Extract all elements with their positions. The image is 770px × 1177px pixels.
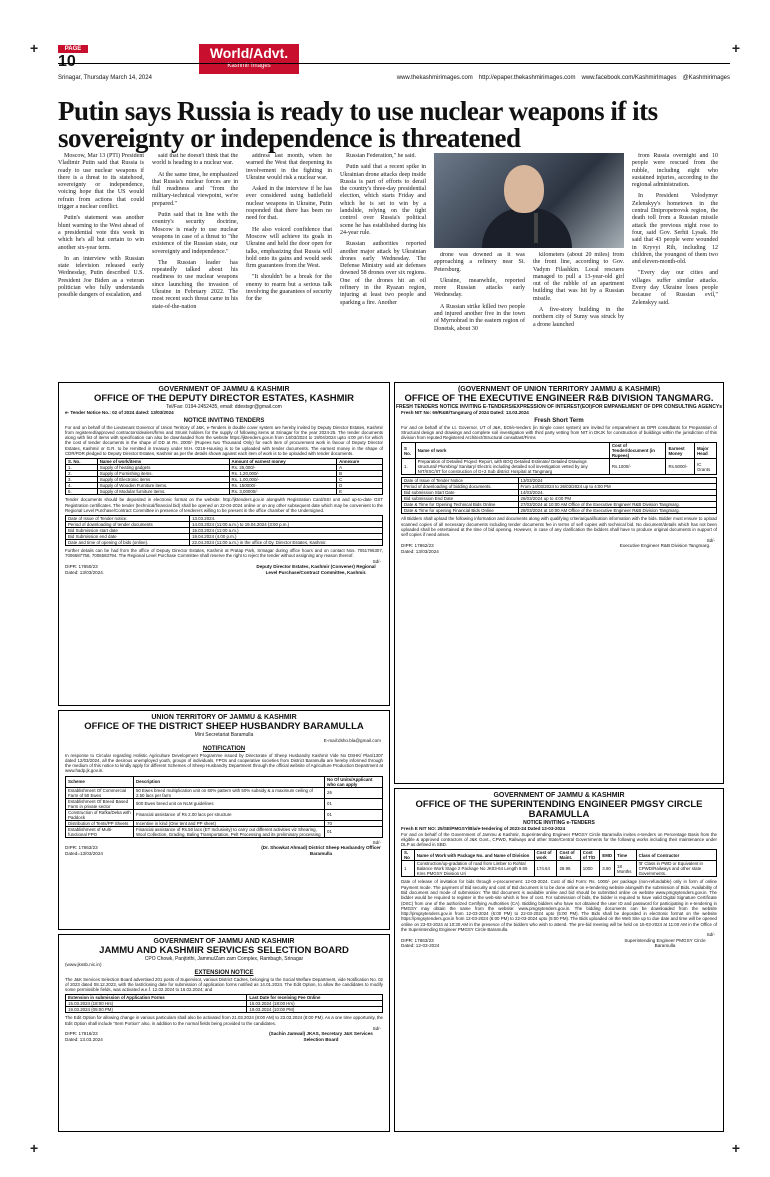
table-cell: 1000: [580, 861, 599, 877]
ad-body: For and on behalf of the Lt. Governor, UT of J&K, EOI/e-tenders (in Single cover system) are invited for empanelment as DPR consultants for Preparation of Structural design and drawings and complete soil investigation with third party vetting from NIT in DKJK for construction of buildings within the jurisdiction of this division from reputed Registered Architect/Structural consultant/Firms: [401, 424, 717, 441]
photo-microphone: [534, 213, 538, 243]
advert-sheep-husbandry: [58, 710, 390, 930]
signatory: Deputy Director Estates, Kashmir (Convener) Regional Level Purchase/Contract Committee, Kashmir.: [256, 564, 376, 575]
table-cell: 3.: [66, 477, 98, 483]
paragraph: Moscow, Mar 13 (PTI) President Vladimir Putin said that Russia is ready to use nuclear weapons if there is a threat to its statehood, sovereignty or independence, voicing hope that the US would refrain from actions that could trigger a nuclear conflict.: [58, 153, 144, 211]
facebook-link[interactable]: www.facebook.com/KashmirImages: [581, 75, 677, 81]
paragraph: address last month, when he warned the West that deepening its involvement in the fighting in Ukraine would risk a nuclear war.: [246, 153, 332, 181]
table-cell: E: [337, 489, 383, 495]
dates-table: [401, 477, 717, 514]
ad-body: For and on behalf of the Government of Jammu & Kashmir, Superintending Engineer PMGSY Circle Baramulla invites e-tenders on Percentage Basis from the eligible & approved contractors of J&K Govt., CPWD, Railways and other State/Central Governments for the following works including their maintenance under DLP as defined in SBD.: [401, 831, 717, 848]
ad-body: Date of release of invitation for bids through e-procurement: 12-03-2024. Cost of Bid Form: Rs. 1000/- per package (non-refundable) only in form of online Payment mode. The payment of Bid security and cost of Bid document is to be done online on e-tendering website alongwith the submission of Bids. Availability of Bid document and mode of submission: The Bid document is available online and bid should be submitted online on website www.pmgsytenders.gov.in. The bidder would be required to register in the web-site which is free of cost. For submission of bids, the bidder is required to have valid Digital Signature Certificate (DSC) from one of the authorized Certifying Authorities (CA). Bidding bidders who have not obtained the user ID and password for participating in e-tendering in PMGSY may obtain the same from the website: www.pmgsytenders.gov.in. The bidding documents can be downloaded from the website http://pmgsytenders.gov.in from 12-03-2024 (6:00 PM) to 22-03-2024 upto (5:00 PM). The Bids shall be deposited in electronic format on the website https://pmgsytenders.gov.in from 12-03-2024 (6:00 PM) to 22-03-2024 upto (5:00 PM). The Bids uploaded on the Web Site up to due date and time will be opened online on 23-03-2024 at 10:30 AM in the presence of the bidders who wish to attend. The pre-bid meeting will be held on 15-03-2024 at 11:00 AM in the Office of the Superintending Engineer PMGSY Circle Baramulla.: [401, 879, 717, 933]
social-links: [397, 75, 730, 81]
dipr-number: DIPR: 17863/23: [65, 845, 98, 851]
ad-body: The J&K Services Selection Board advertised 201 posts of Supervisor, various District Cadres, belonging to the Social Welfare Department, vide Notification No. 02 of 2023 dated 08.12.2023, with the last/closing date for submission of application forms notified as 14.01.2024. The Edit Option, to allow the candidates to modify some permissible fields, was activated w.e.f. 12.02.2024 to 16.02.2024; and: [65, 976, 383, 993]
ad-address: CPO Chowk, Panjtirthi, Jammu/Zam zam Complex, Rambagh, Srinagar: [144, 956, 304, 962]
story-column-7: [632, 153, 718, 373]
table-header: Extension in submission of Application Forms: [66, 995, 247, 1001]
registration-mark: +: [30, 40, 39, 56]
table-header: Name of work: [415, 443, 609, 459]
table-cell: Date & Time for Opening Technical Bids Online: [402, 502, 519, 508]
paragraph: At the same time, he emphasized that Russia's nuclear forces are in full readiness and "from the military-technical viewpoint, we're prepared.": [152, 171, 238, 207]
paragraph: Putin said that in line with the country's security doctrine, Moscow is ready to use nuclear weapons in case of a threat to "the existence of the Russian state, our sovereignty and independence.": [152, 212, 238, 255]
table-header: Annexure: [337, 459, 383, 465]
table-cell: 13.03.2024.: [190, 516, 383, 522]
signatory: Superintending Engineer PMGSY Circle Baramulla: [624, 937, 706, 949]
table-cell: 18 Months: [615, 861, 637, 877]
table-cell: 14.03.2024 (11:00 a.m.) to 19.04.2024 (3:00 p.m.): [190, 522, 383, 528]
ad-website: (www.jkssb.nic.in): [65, 962, 102, 967]
paragraph: A Russian strike killed two people and injured another five in the town of Myrnohrad in the eastern region of Donetsk, about 30: [434, 303, 525, 332]
table-header: Name of work/items: [97, 459, 229, 465]
table-cell: Establishment Of Breed Based Farm in private sector: [66, 798, 134, 809]
signatory: Executive Engineer R&B Division Tangmarg.: [619, 543, 711, 549]
twitter-link[interactable]: @Kashmirimages: [682, 75, 730, 81]
ad-government: (GOVERNMENT OF UNION TERRITORY JAMMU & KASHMIR): [457, 386, 661, 393]
paragraph: from Russia overnight and 10 people were rescued from the rubble, including eight who sustained injuries, according to the regional administration.: [632, 153, 718, 189]
registration-mark: +: [731, 1140, 740, 1156]
table-cell: C: [337, 477, 383, 483]
page-number: 10: [58, 53, 76, 70]
ad-contact: Tel/Fax: 0194-2452435, email: ddestsgr@gmail.com: [166, 404, 282, 410]
masthead-rule: [58, 63, 730, 64]
table-row: [402, 861, 717, 877]
table-cell: Distribution of Tents/PP Sheets: [66, 820, 134, 826]
table-cell: 22.04.2024 (11:00 a.m.) in the office of Dy. Director Estates, Kashmir.: [190, 540, 383, 546]
table-cell: Supply of Wooden Furniture items.: [97, 483, 229, 489]
table-cell: 'B' Class in PWD or Equivalent in CPWD/Railways and other state Governments.: [636, 861, 716, 877]
table-cell: Date of Issue of Tender Notice: [402, 478, 519, 484]
table-cell: Rs. 25,000/-: [229, 465, 337, 471]
table-header: Amount of earnest money: [229, 459, 337, 465]
ad-ref: e- Tender Notice No.: 02 of 2024 dated: 13/03/2024: [65, 410, 174, 415]
table-cell: Rs. 1,00,000/-: [229, 477, 337, 483]
paragraph: The Russian leader has repeatedly talked about his readiness to use nuclear weapons since launching the invasion of Ukraine in February 2022. The most recent such threat came in his state-of-the-nation: [152, 259, 238, 310]
table-row: [402, 508, 717, 514]
table-header: Cost of T/D: [580, 850, 599, 861]
table-cell: Rs. 1,20,000/-: [229, 471, 337, 477]
table-cell: 15.03.2024 (18:00 Hrs): [66, 1001, 247, 1007]
dipr-number: DIPR: 17862/23: [401, 543, 434, 549]
table-cell: Supply of heating gadgets: [97, 465, 229, 471]
epaper-link[interactable]: http://epaper.thekashmirimages.com: [478, 75, 576, 81]
table-cell: 1: [402, 861, 415, 877]
ad-ref: Fresh NIT No: 69/R&B/Tangmarg of 2024 Dated: 13.03.2024: [401, 410, 529, 415]
table-cell: 01: [325, 826, 383, 837]
table-cell: Preparation of Detailed Project Report, with BOQ Detailed Estimate/ Detailed Drawings structural/ Plumbing/ Sanitary/ Electric including detailed soil investigation vetted by any NIT/IISC/IIT for construction of G+2 Sub district Hospital at Tangmarg: [415, 459, 609, 475]
table-cell: 15.03.2024 (18:00 Hrs): [247, 1001, 383, 1007]
table-header: Time: [615, 850, 637, 861]
ad-title: EXTENSION NOTICE: [194, 969, 254, 976]
dipr-number: DIPR: 17816/23: [65, 1031, 98, 1037]
story-column-1: [58, 153, 144, 373]
table-cell: Period of downloading of tender documents: [66, 522, 190, 528]
ad-office: OFFICE OF THE SUPERINTENDING ENGINEER PMGSY CIRCLE BARAMULLA: [415, 799, 703, 820]
table-cell: 3.80: [600, 861, 615, 877]
ad-address: Mini Secretariat Baramulla: [194, 732, 254, 738]
table-cell: 174.64: [534, 861, 557, 877]
ad-date: Dated: 13/03/2024.: [65, 569, 105, 575]
ad-body: In response to Circular regarding Holistic Agriculture Development Programme issued by Directorate of Sheep Husbandry Kashmir Vide No DSHK/ Plan/1307 dated 12/03/2024, all the desirous unemployed youth, groups of individuals, FPOs and cooperative societies from District Baramulla are hereby informed through the medium of this notice to kindly apply for different Schemes of Sheep Husbandry Department through the official website of Agriculture Production Department at www.hadp.jk.gov.in.: [65, 752, 383, 774]
table-cell: Supply of Furnishing items.: [97, 471, 229, 477]
paragraph: kilometers (about 20 miles) from the front line, according to Gov. Vadym Filashkin. Local rescuers managed to pull a 13-year-old girl out of the rubble of an apartment building that was hit by a Russian missile.: [533, 252, 624, 302]
table-cell: 26/03/2024 up to 4:00 PM: [518, 496, 716, 502]
table-cell: Incentive in kind (One tent and PP sheet): [133, 820, 324, 826]
photo-figure-face: [504, 165, 544, 213]
table-cell: 26: [325, 787, 383, 798]
section-title: World/Advt.: [209, 45, 289, 61]
table-cell: A: [337, 465, 383, 471]
table-cell: 01: [325, 809, 383, 820]
table-cell: Bid Submission end date: [66, 534, 190, 540]
table-cell: Financial assistance of Rs.50 lacs (ET Inclusivity) to carry out different activities viz Shearing, Wool Collection, Grading, Baling Transportation, Pelt Processing and its preliminary processing: [133, 826, 324, 837]
paragraph: In President Volodymyr Zelenskyy's hometown in the central Dnipropetrovsk region, the death toll from a Russian missile attack the previous night rose to four, said Gov. Serhii Lysak. He said that 43 people were wounded in Kryvyi Rih, including 12 children, the youngest of them two and eleven-month-old.: [632, 193, 718, 266]
table-cell: 19.03.2024 (10:00 PM): [247, 1007, 383, 1013]
signature: Sd/-: [372, 1025, 381, 1031]
paragraph: A five-story building in the northern city of Sumy was struck by a drone launched: [533, 307, 624, 328]
table-cell: Rs. 3,00000/-: [229, 489, 337, 495]
table-row: [402, 459, 717, 475]
table-cell: Rs.5000/-: [666, 459, 694, 475]
table-cell: 5.: [66, 489, 98, 495]
ad-body: Further details can be had from the office of Deputy Director Estates, Kashmir at Pratap Park, Srinagar during office hours and on contact Nos. 7051796307, 7006687758, 7006583794. The Regional Level Purchase Committee shall reserve the right to reject the tender without assigning any reason thereof.: [65, 548, 383, 559]
signatory: (Dr. Showkat Ahmad) District Sheep Husbandry Officer Baramulla: [261, 845, 381, 856]
table-header: Cost of work: [534, 850, 557, 861]
paragraph: In an interview with Russian state television released early Wednesday, Putin described U.S. President Joe Biden as a veteran politician who fully understands possible dangers of escalation, and: [58, 255, 144, 299]
table-cell: 01: [325, 798, 383, 809]
table-cell: 1.: [66, 465, 98, 471]
dates-table: [65, 515, 383, 546]
table-cell: Bid Submission start date: [66, 528, 190, 534]
paragraph: Putin said that a recent spike in Ukrainian drone attacks deep inside Russia is part of efforts to derail the country's three-day presidential election, which starts Friday and which he is set to win by a landslide, relying on the tight control over Russia's political scene he has established during his 24-year rule.: [340, 164, 426, 236]
table-row: [66, 1007, 383, 1013]
ad-subtitle: NOTICE INVITING e-TENDERS: [523, 820, 595, 826]
table-header: Class of Contractor: [636, 850, 716, 861]
ad-subtitle: FRESH TENDERS NOTICE INVITING E-TENDERS/EXPRESSION OF INTEREST(EOI)FOR EMPANELMENT OF DPR CONSULTING AGENCYs: [395, 404, 723, 410]
table-header: EMD: [600, 850, 615, 861]
table-cell: Supply of Modular furniture items.: [97, 489, 229, 495]
table-cell: 4.: [66, 483, 98, 489]
story-column-4: [340, 153, 426, 373]
ad-title: Fresh Short Term: [534, 417, 584, 424]
page-number-badge: [58, 45, 88, 71]
table-cell: Bid submission End Date: [402, 496, 519, 502]
section-tag: [199, 44, 299, 74]
signature: Sd/-: [706, 932, 715, 938]
paragraph: drone was downed as it was approaching a refinery near St. Petersburg.: [434, 252, 525, 273]
table-cell: 500 Ewes breed unit on NLM guidelines: [133, 798, 324, 809]
table-cell: 14/03/2024.: [518, 490, 716, 496]
ad-date: Dated=13/03/2024: [65, 850, 103, 856]
advert-jkssb-extension: [58, 934, 390, 1132]
table-row: [66, 489, 383, 495]
table-cell: Date and time of opening of bids (online).: [66, 540, 190, 546]
table-cell: 50 Ewes breed multiplication unit on 60% pattern with 50% subsidy & a maximum ceiling of 2.50 lacs per farm: [133, 787, 324, 798]
table-header: S No.: [402, 443, 416, 459]
table-cell: IC Grants: [694, 459, 716, 475]
ad-government: GOVERNMENT OF JAMMU AND KASHMIR: [153, 938, 295, 945]
ad-office: OFFICE OF THE DEPUTY DIRECTOR ESTATES, KASHMIR: [93, 393, 355, 404]
table-header: Description: [133, 776, 324, 787]
signature: Sd/-: [372, 839, 381, 845]
table-header: Earnest Money: [666, 443, 694, 459]
table-row: [66, 540, 383, 546]
table-cell: Rs. 150000/-: [229, 483, 337, 489]
table-cell: Date of Issue of Tender notice.: [66, 516, 190, 522]
ad-title: NOTIFICATION: [202, 745, 246, 752]
paragraph: said that he doesn't think that the world is heading to a nuclear war.: [152, 153, 238, 167]
ad-date: Dated: 13.03.2024: [65, 1036, 103, 1042]
table-header: Major Head: [694, 443, 716, 459]
table-cell: 28/03/2024 at 10:00 AM Office of the Executive Engineer R&B Division Tangmarg.: [518, 508, 716, 514]
ad-date: Dated: 12-03-2024: [401, 943, 440, 949]
works-table: [401, 849, 717, 877]
table-cell: 27/03/2024 at 10:00 AM Office of the Executive Engineer R&B Division Tangmarg.: [518, 502, 716, 508]
paragraph: "Every day our cities and villages suffer similar attacks. Every day Ukraine loses people because of Russian evil," Zelenskyy said.: [632, 270, 718, 306]
table-cell: 15.03.2024 (11:00 a.m.): [190, 528, 383, 534]
table-header: No Of Units/Applicant who can apply: [325, 776, 383, 787]
table-cell: 1.: [402, 459, 416, 475]
website-link[interactable]: www.thekashmirimages.com: [396, 75, 473, 81]
table-cell: Construction/up-gradation of road from Limber to Rohtal Balance Work Stage 2 Package No JK03-64 Length 9.55 Kms PMGSY Division Uri: [414, 861, 534, 877]
signature: Sd/-: [706, 537, 715, 543]
table-cell: Date & Time for opening Financial Bids Online: [402, 508, 519, 514]
table-header: Cost of Maint.: [557, 850, 580, 861]
table-row: [66, 809, 383, 820]
ad-body: Tender documents should be deposited in electronic format on the website: http://jktenders.gov.in alongwith Registration Card/SSI unit and up-to-date GST Registration certificates. The tender (technical/financial bid) shall be opened on 22-04-2024 online or on any other subsequent date which may be convenient to the Regional Level Purchase/Contract Committee in presence of tenderers willing to be present in the office chamber of the Undersigned.: [65, 497, 383, 513]
photo-figure-body: [482, 208, 572, 248]
table-cell: 28.96: [557, 861, 580, 877]
ad-government: UNION TERRITORY OF JAMMU & KASHMIR: [151, 714, 297, 721]
ad-government: GOVERNMENT OF JAMMU & KASHMIR: [158, 386, 290, 393]
ad-office: OFFICE OF THE DISTRICT SHEEP HUSBANDRY BARAMULLA: [84, 721, 364, 732]
table-row: [66, 798, 383, 809]
story-column-2: [152, 153, 238, 373]
signatory: (Sachin Jamwal) JKAS, Secretary J&K Services Selection Board: [269, 1031, 373, 1042]
ad-body: The Edit Option for allowing change in various particulars shall also be activated from 21.03.2024 (8:00 AM) to 23.03.2024 (8:00 PM). As a one time opportunity, the Edit Option shall include "Item Portion" also, in addition to the normal fields being provided to the candidates.: [65, 1015, 383, 1026]
table-cell: Bid submission Start Date: [402, 490, 519, 496]
table-cell: Supply of Electronic items: [97, 477, 229, 483]
table-header: S. No: [402, 850, 415, 861]
paragraph: Russian Federation," he said.: [346, 153, 416, 159]
main-headline: Putin says Russia is ready to use nuclear weapons if its sovereignty or independence is threatened: [58, 96, 658, 153]
registration-mark: +: [30, 1140, 39, 1156]
items-table: [65, 458, 383, 495]
paragraph: Russian authorities reported another major attack by Ukrainian drones early Wednesday. The Defense Ministry said air defenses downed 58 drones over six regions. One of the drones hit an oil refinery in the Ryazan region, injuring at least two people and sparking a fire. Another: [340, 241, 426, 306]
paragraph: Ukraine, meanwhile, reported more Russian attacks early Wednesday.: [434, 277, 525, 299]
table-cell: Establishment of Multi-functional FPO: [66, 826, 134, 837]
ad-office: JAMMU AND KASHMIR SERVICES SELECTION BOARD: [99, 945, 349, 956]
table-cell: 2.: [66, 471, 98, 477]
table-cell: D: [337, 483, 383, 489]
table-cell: 13/03/2024: [518, 478, 716, 484]
ad-title: NOTICE INVITING TENDERS: [183, 417, 265, 424]
ad-body: For and on behalf of the Lieutenant Governor of Union Territory of J&K, e-Tenders in double cover system are hereby invited by Deputy Director Estates, Kashmir from registered/approved contractors/dealers/firms and SI/unit holders for the supply of following items at Srinagar for the year 2024-25. The tender documents along with list of items with specification can also be downloaded from the website https://jktenders.gov.in from 14/03/2024 to 19/04/2024 upto 4:00 pm for which the cost of tender documents in the shape of DD at Rs. 2000/- (Rupees two Thousand Only) for each item of procurement work in favour of Deputy Director Estates, Kashmir or G.R. to be remitted in treasury under M.H. 0216-Housing is to be uploaded with tender documents. The earnest money in the shape of CDR/FDR pledged to Deputy Director Estates, Kashmir as per the details shown against each item of work is to be uploaded with tender documents.: [65, 424, 383, 456]
paragraph: Putin's statement was another blunt warning to the West ahead of a presidential vote this week in which he's all but certain to win another six-year term.: [58, 215, 144, 251]
table-cell: 70: [325, 820, 383, 826]
dateline: Srinagar, Thursday March 14, 2024: [58, 75, 152, 81]
story-column-6: [533, 252, 624, 373]
paragraph: He also voiced confidence that Moscow will achieve its goals in Ukraine and held the door open for talks, emphasizing that Russia will hold onto its gains and would seek firm guarantees from the West.: [246, 226, 332, 270]
table-row: [402, 502, 717, 508]
ad-date: Dated: 13/03/2024: [401, 548, 439, 554]
table-header: Last Date for receiving Fee Online: [247, 995, 383, 1001]
ad-office: OFFICE OF THE EXECUTIVE ENGINEER R&B DIVISION TANGMARG.: [404, 393, 714, 404]
table-header: S. No.: [66, 459, 98, 465]
story-column-5: [434, 252, 525, 373]
table-header: Cost of Tender/document (in Rupees): [609, 443, 666, 459]
table-cell: Establishment Of Commercial Farm of 50 Ewes: [66, 787, 134, 798]
ad-government: GOVERNMENT OF JAMMU & KASHMIR: [493, 792, 625, 799]
table-cell: B: [337, 471, 383, 477]
advert-pmgsy-baramulla: [394, 788, 724, 1132]
news-story: [58, 153, 718, 373]
page-label: PAGE: [58, 45, 88, 53]
table-cell: Construction of Rafka/Deka with Paddock: [66, 809, 134, 820]
ad-email: E-mail:dsho.bla@gmail.com: [323, 738, 381, 743]
table-row: [66, 826, 383, 837]
paragraph: Asked in the interview if he has ever considered using battlefield nuclear weapons in Ukraine, Putin responded that there has been no need for that.: [246, 186, 332, 222]
ad-body: All Bidders shall upload the following information and documents along with qualifying criteria/qualification information with the bids. Bidder must ensure to upload scanned copies of all necessary documents including tender documents fee in terms of self copies with technical bid. No document/details which has not been uploaded shall be entertained at the time of bid opening. However, in case of any clarification the bidders shall have to produce original documents in support of self copies if need arises.: [401, 516, 717, 538]
advert-rnb-tangmarg: [394, 382, 724, 784]
table-cell: From 14/03/2024 to 26/03/2024 up to 4:00 PM: [518, 484, 716, 490]
table-cell: Rs.1000/-: [609, 459, 666, 475]
photo-column: [434, 153, 624, 373]
section-subtitle: Kashmir Images: [227, 63, 271, 69]
table-header: Scheme: [66, 776, 134, 787]
table-cell: Period of downloading of bidding documents.: [402, 484, 519, 490]
table-header: Name of Work with Package No. and Name of Division: [414, 850, 534, 861]
works-table: [401, 442, 717, 475]
signature: Sd/-: [372, 558, 381, 564]
putin-photo: [434, 153, 624, 248]
table-row: [66, 787, 383, 798]
paragraph: "It shouldn't be a break for the enemy to rearm but a serious talk involving the guarantees of security for the: [246, 274, 332, 303]
registration-mark: +: [731, 40, 740, 56]
schemes-table: [65, 776, 383, 838]
ad-ref: Fresh E NIT NO: 25/SE/PMGSY/Bla/e-tendering of 2023-24 Dated 12-03-2024: [401, 826, 566, 831]
dipr-number: DIPR: 17863/23: [401, 937, 434, 943]
table-cell: 19.03.2024 (05:00 PM): [66, 1007, 247, 1013]
dipr-number: DIPR: 17850/23: [65, 564, 98, 570]
table-cell: 19.04.2024 (4.00 p.m.): [190, 534, 383, 540]
extension-table: [65, 994, 383, 1013]
story-column-3: [246, 153, 332, 373]
table-cell: Financial assistance of Rs 2.00 lacs per structure: [133, 809, 324, 820]
advert-estates-tender: [58, 382, 390, 706]
